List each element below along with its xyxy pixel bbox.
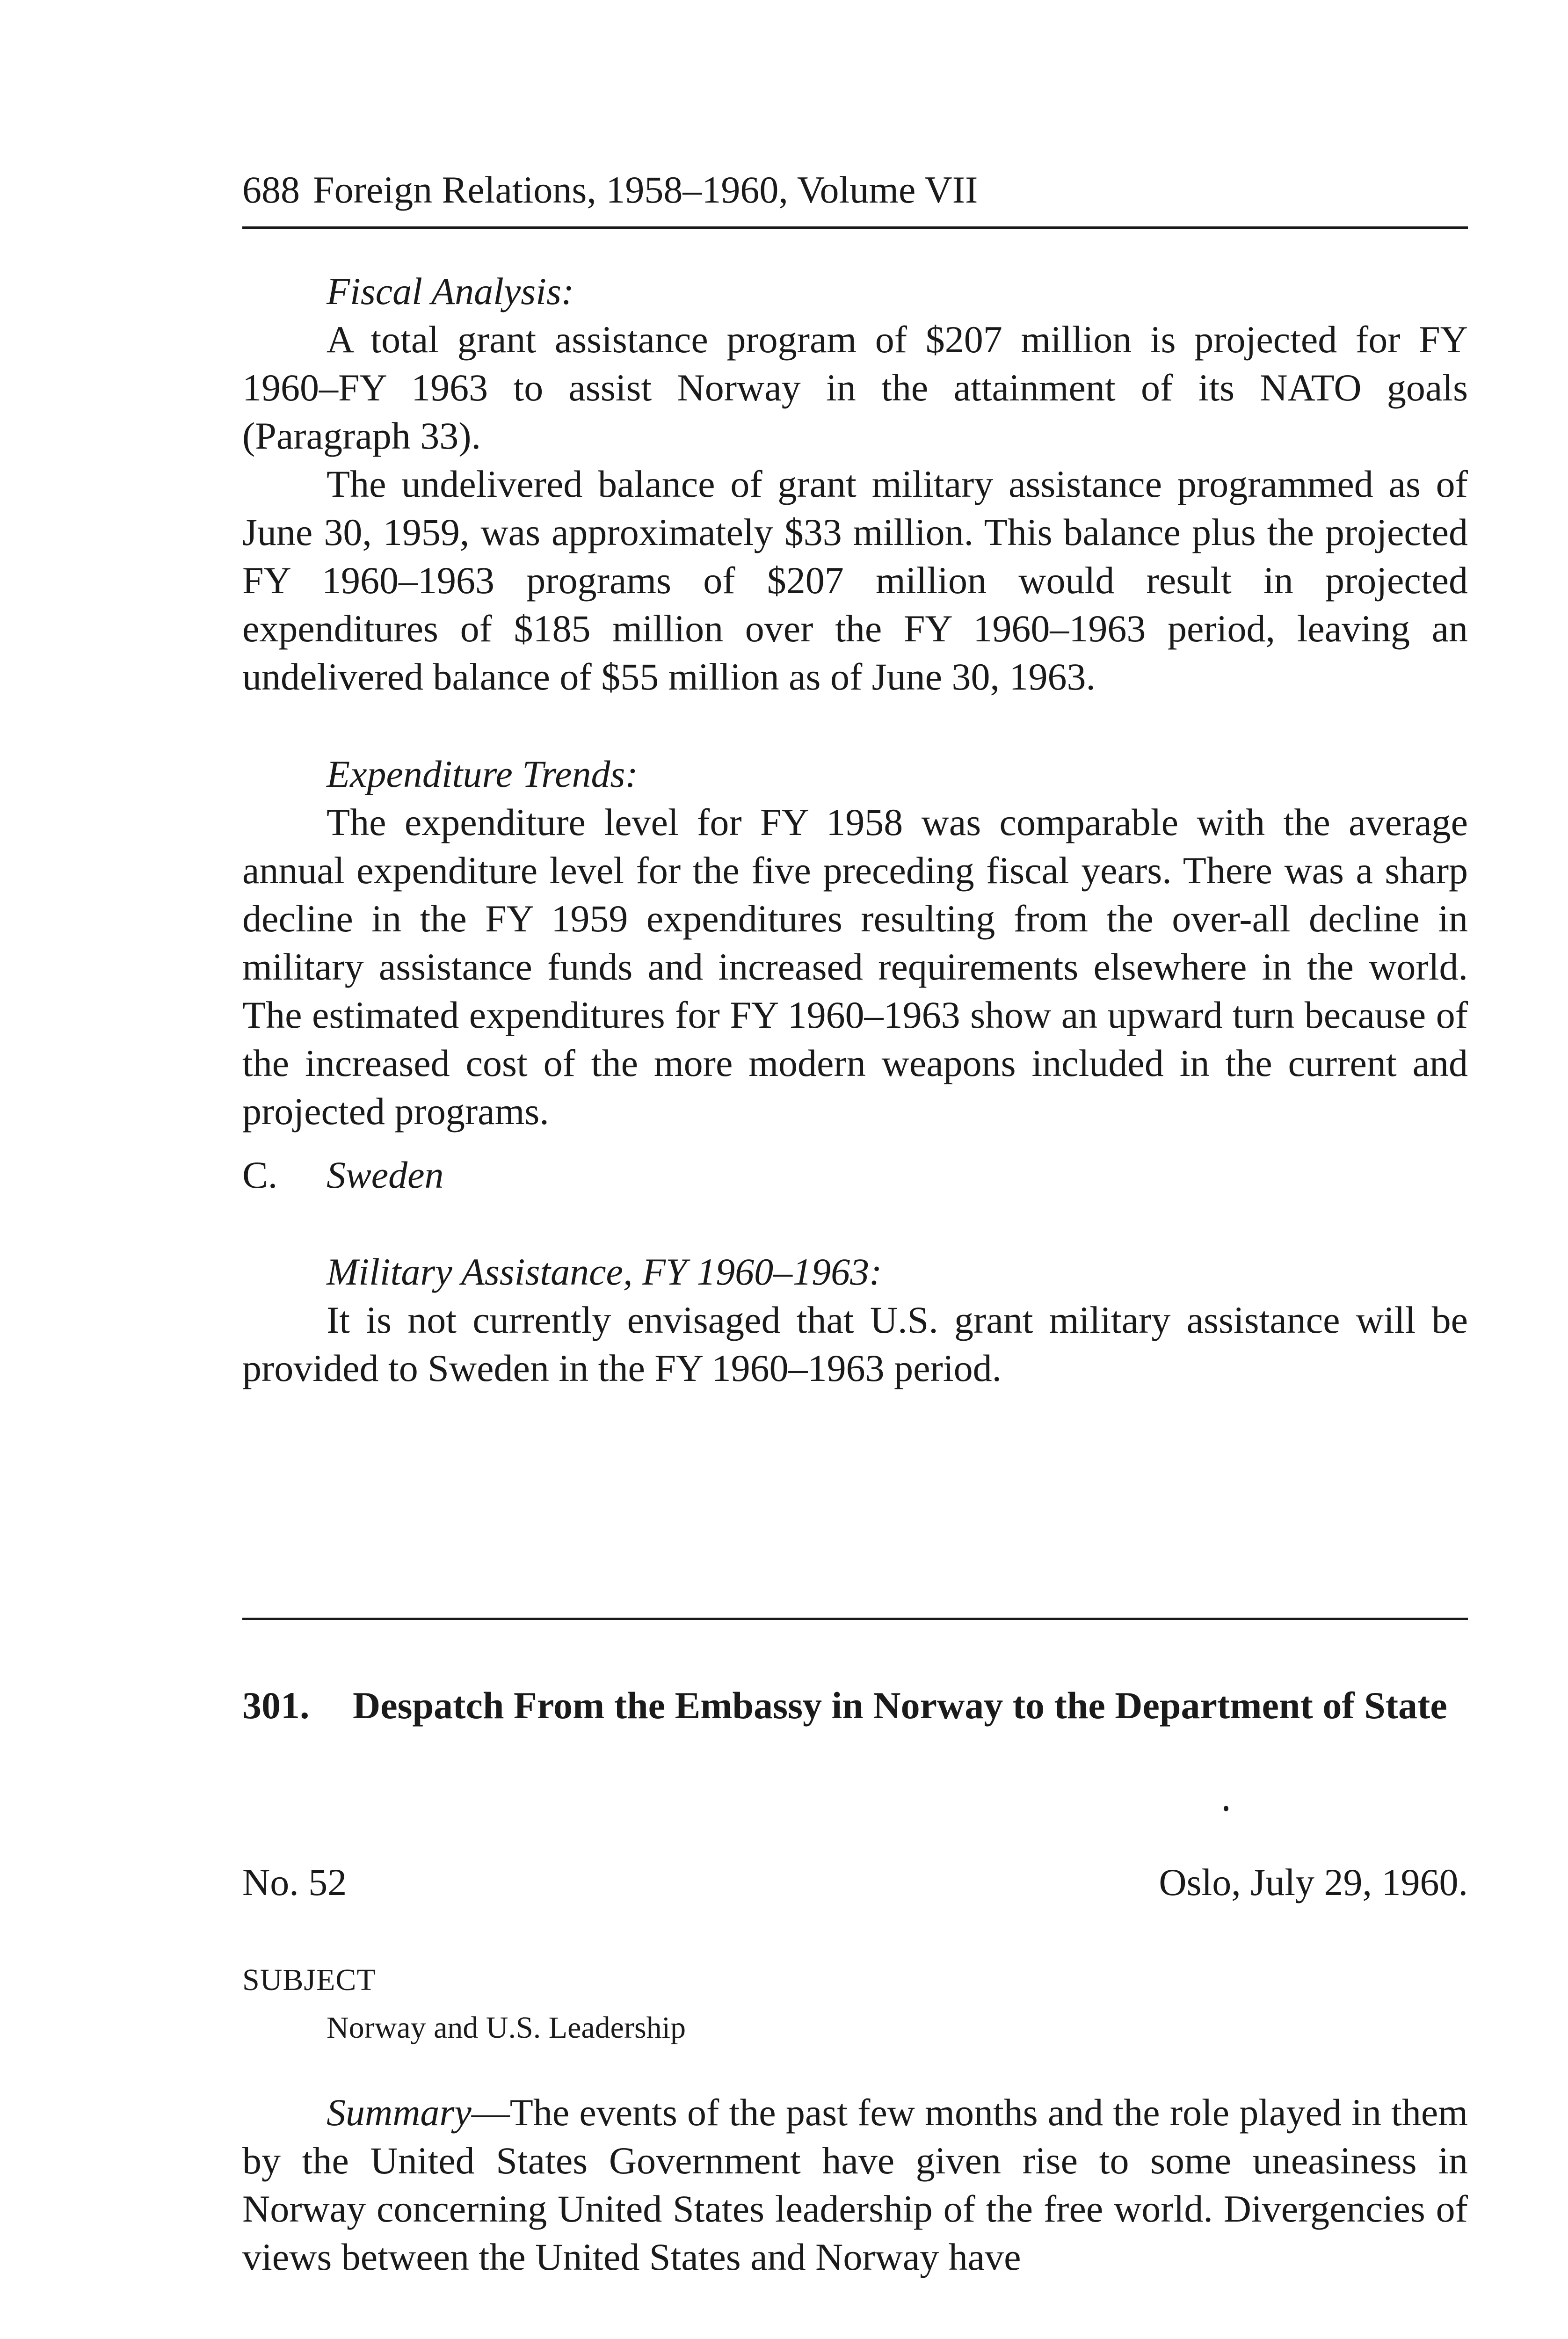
summary-paragraph xyxy=(242,2088,1468,2281)
place-date: Oslo, July 29, 1960. xyxy=(1159,1861,1468,1903)
fiscal-analysis-heading: Fiscal Analysis: xyxy=(327,270,574,312)
expenditure-trends-heading: Expenditure Trends: xyxy=(327,753,638,795)
expenditure-trends-body xyxy=(242,798,1468,1135)
section-letter: C. xyxy=(242,1154,278,1196)
document-title: Despatch From the Embassy in Norway to the Department of State xyxy=(353,1684,1447,1727)
section-c-heading xyxy=(242,1151,443,1199)
subject-text: Norway and U.S. Leadership xyxy=(327,2011,686,2045)
summary-text: —The events of the past few months and the role played in them by the United States Government have given rise to some uneasiness in Norway concerning United States leadership of the free world. Divergencies of views between the United States and Norway have xyxy=(242,2091,1468,2278)
military-assistance-heading: Military Assistance, FY 1960–1963: xyxy=(327,1250,882,1293)
sweden-body xyxy=(242,1296,1468,1392)
document-heading xyxy=(242,1681,1468,1730)
stray-mark xyxy=(1224,1806,1228,1811)
fiscal-analysis-paragraph-2: The undelivered balance of grant military assistance programmed as of June 30, 1959, was approximately $33 million. This balance plus the projected FY 1960–1963 programs of $207 million would result in projected expenditures of $185 million over the FY 1960–1963 period, leaving an undelivered balance of $55 million as of June 30, 1963. xyxy=(242,463,1468,698)
subject-label: SUBJECT xyxy=(242,1963,376,1997)
page-number: 688 xyxy=(242,168,300,211)
summary-body xyxy=(242,2088,1468,2281)
fiscal-analysis-body xyxy=(242,315,1468,701)
document-separator-rule xyxy=(242,1618,1468,1620)
fiscal-analysis-paragraph-1: A total grant assistance program of $207 million is projected for FY 1960–FY 1963 to assist Norway in the attainment of its NATO goals (Paragraph 33). xyxy=(242,318,1468,457)
running-header xyxy=(242,167,978,213)
document-meta xyxy=(242,1858,1468,1907)
document-number: 301. xyxy=(242,1684,310,1727)
summary-lead: Summary xyxy=(327,2091,472,2134)
header-rule xyxy=(242,226,1468,229)
expenditure-trends-paragraph: The expenditure level for FY 1958 was comparable with the average annual expenditure level for the five preceding fiscal years. There was a sharp decline in the FY 1959 expenditures resulting from the over-all decline in military assistance funds and increased requirements elsewhere in the world. The estimated expenditures for FY 1960–1963 show an upward turn because of the increased cost of the more modern weapons included in the current and projected programs. xyxy=(242,801,1468,1133)
sweden-paragraph: It is not currently envisaged that U.S. grant military assistance will be provided to Sweden in the FY 1960–1963 period. xyxy=(242,1299,1468,1389)
running-title: Foreign Relations, 1958–1960, Volume VII xyxy=(313,168,978,211)
section-country: Sweden xyxy=(327,1154,444,1196)
despatch-number: No. 52 xyxy=(242,1861,347,1903)
